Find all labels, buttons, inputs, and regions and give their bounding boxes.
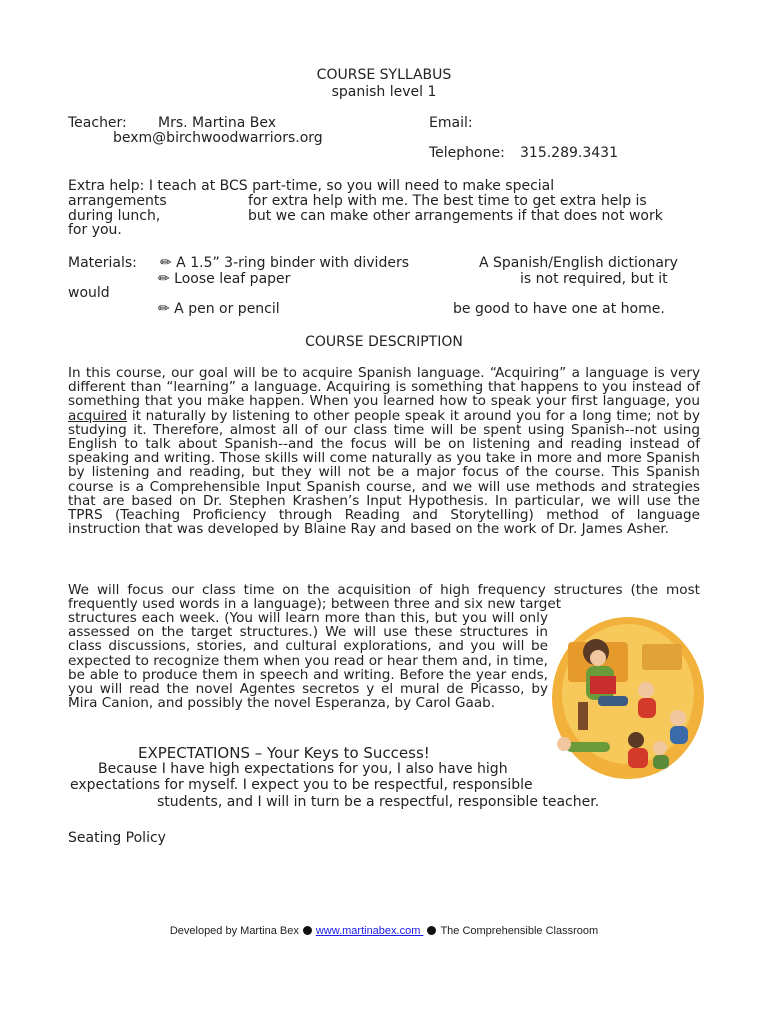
materials-item-paper: ✏ Loose leaf paper: [158, 271, 291, 287]
footer: [0, 925, 768, 937]
page-subtitle: spanish level 1: [331, 84, 437, 100]
expectations-line-3: students, and I will in turn be a respectful, responsible teacher.: [157, 794, 600, 810]
bullet-icon: [427, 926, 436, 935]
expectations-line-2: expectations for myself. I expect you to be respectful, responsible: [70, 777, 533, 793]
course-description-paragraph-2b: structures each week. (You will learn more than this, but you will only assessed on the target structures.) We will use these structures in class discussions, stories, and cultural explorations, and you will be expected to recognize them when you read or hear them and, in time, be able to produce them in speech and writing. Before the year ends, you will read the novel Agentes secretos y el mural de Picasso, by Mira Canion, and possibly the novel Esperanza, by Carol Gaab.: [68, 610, 548, 712]
expectations-title: EXPECTATIONS – Your Keys to Success!: [138, 744, 430, 762]
extra-help-line-3b: but we can make other arrangements if that does not work: [248, 208, 663, 224]
expectations-line-1: Because I have high expectations for you, I also have high: [98, 761, 508, 777]
materials-note-1: A Spanish/English dictionary: [479, 255, 678, 271]
extra-help-line-2b: for extra help with me. The best time to get extra help is: [248, 193, 647, 209]
teacher-name: Mrs. Martina Bex: [158, 115, 276, 131]
telephone-value: 315.289.3431: [520, 145, 618, 161]
footer-brand: The Comprehensible Classroom: [440, 925, 599, 937]
extra-help-line-3a: during lunch,: [68, 208, 161, 224]
telephone-label: Telephone:: [429, 145, 505, 161]
teacher-label: Teacher:: [68, 115, 127, 131]
course-description-paragraph-1: In this course, our goal will be to acquire Spanish language. “Acquiring” a language is very different than “learning” a language. Acquiring is something that happens to you instead of something that you make happen. When you learned how to speak your first language, you acquired it naturally by listening to other people speak it around you for a long time; not by studying it. Therefore, almost all of our class time will be spent using Spanish--not using English to talk about Spanish--and the focus will be on listening and reading instead of speaking and writing. Those skills will come naturally as you take in more and more Spanish by listening and reading, but they will not be a major focus of the course. This Spanish course is a Comprehensible Input Spanish course, and we will use methods and strategies that are based on Dr. Stephen Krashen’s Input Hypothesis. In particular, we will use the TPRS (Teaching Proficiency through Reading and Storytelling) method of language instruction that was developed by Blaine Ray and based on the work of Dr. James Asher.: [68, 365, 700, 538]
extra-help-line-2a: arrangements: [68, 193, 167, 209]
materials-note-2: is not required, but it: [520, 271, 668, 287]
extra-help-line-4: for you.: [68, 222, 122, 238]
seating-policy-heading: Seating Policy: [68, 830, 166, 846]
footer-website-link[interactable]: www.martinabex.com: [315, 925, 424, 937]
course-description-heading: COURSE DESCRIPTION: [305, 334, 463, 350]
extra-help-line-1: Extra help: I teach at BCS part-time, so you will need to make special: [68, 178, 555, 194]
bullet-icon: [303, 926, 312, 935]
materials-label: Materials:: [68, 255, 137, 271]
page-title: COURSE SYLLABUS: [316, 67, 452, 83]
course-description-paragraph-2a: We will focus our class time on the acquisition of high frequency structures (the most frequently used words in a language); between three and six new target: [68, 582, 700, 613]
email-value: bexm@birchwoodwarriors.org: [113, 130, 323, 146]
teacher-reading-illustration: [550, 614, 706, 782]
footer-developed-by: Developed by Martina Bex: [169, 925, 299, 937]
materials-note-3: would: [68, 285, 110, 301]
materials-item-pen: ✏ A pen or pencil: [158, 301, 280, 317]
materials-note-4: be good to have one at home.: [453, 301, 665, 317]
materials-item-binder: ✏ A 1.5” 3-ring binder with dividers: [160, 255, 409, 271]
email-label: Email:: [429, 115, 473, 131]
